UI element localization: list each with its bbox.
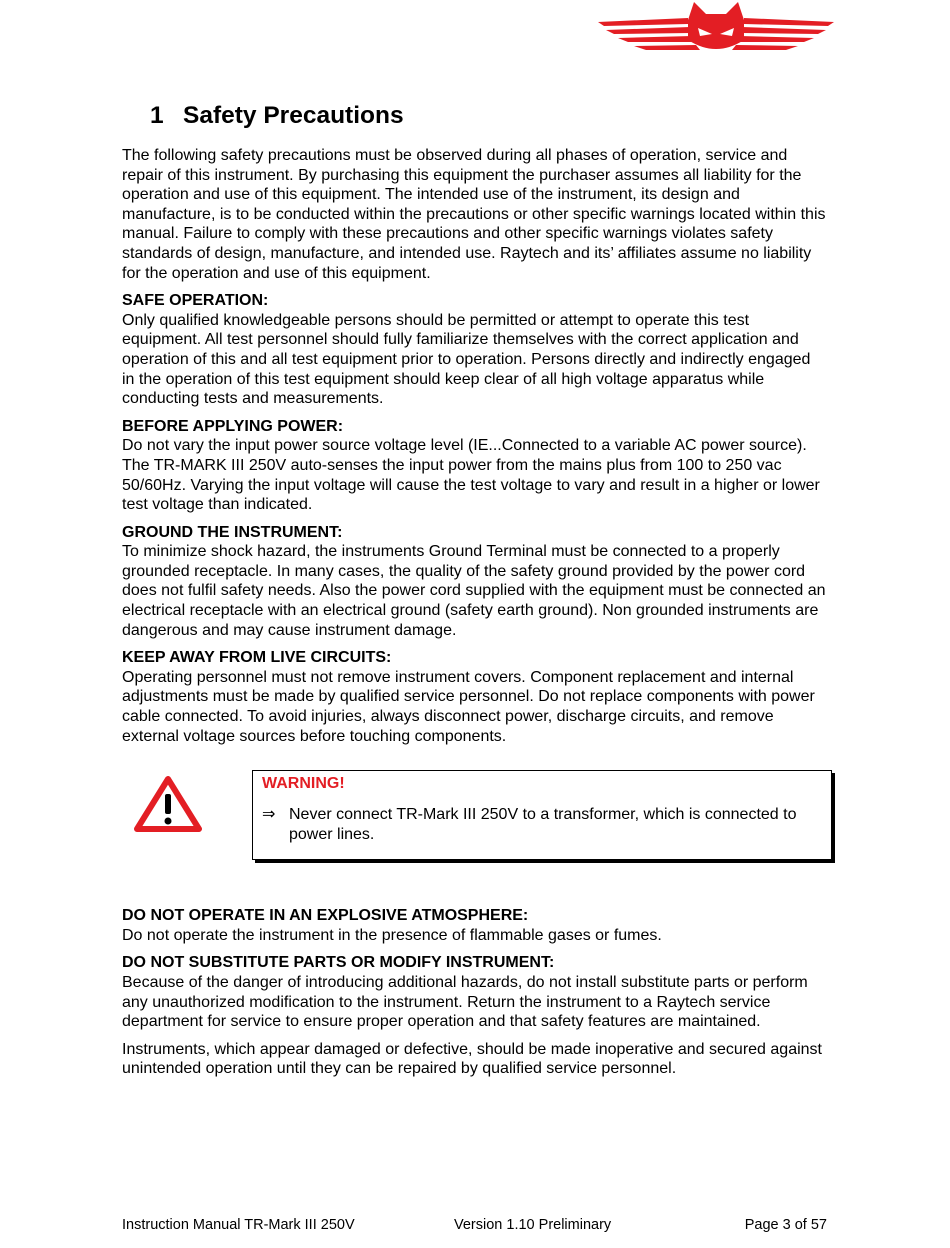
warning-box bbox=[252, 770, 832, 860]
section-number: 1 bbox=[150, 102, 164, 129]
substitute-heading: DO NOT SUBSTITUTE PARTS OR MODIFY INSTRUMENT: bbox=[122, 954, 555, 972]
warning-section bbox=[122, 770, 827, 870]
raytech-bat-logo-icon bbox=[596, 0, 836, 56]
live-circuits-heading: KEEP AWAY FROM LIVE CIRCUITS: bbox=[122, 649, 392, 667]
closing-block bbox=[122, 1040, 827, 1079]
ground-block bbox=[122, 523, 827, 641]
safe-operation-block bbox=[122, 291, 827, 409]
page-footer bbox=[122, 1215, 827, 1235]
footer-manual-title: Instruction Manual TR-Mark III 250V bbox=[122, 1217, 355, 1233]
closing-paragraph: Instruments, which appear damaged or defective, should be made inoperative and secured against unintended operation until they can be repaired by qualified service personnel. bbox=[122, 1040, 822, 1078]
intro-paragraph: The following safety precautions must be observed during all phases of operation, service and repair of this instrument. By purchasing this equipment the purchaser assumes all liability for the operation and use of this equipment. The intended use of the instrument, its design and manufacture, is to be conducted within the precautions or other specific warnings located within this manual. Failure to comply with these precautions and other specific warnings violates safety standards of design, manufacture, and intended use. Raytech and its’ affiliates assume no liability for the operation and use of this equipment. bbox=[122, 147, 826, 282]
footer-version: Version 1.10 Preliminary bbox=[454, 1217, 612, 1233]
explosive-heading: DO NOT OPERATE IN AN EXPLOSIVE ATMOSPHERE: bbox=[122, 907, 529, 925]
section-heading bbox=[150, 98, 827, 134]
warning-text: Never connect TR-Mark III 250V to a transformer, which is connected to power lines. bbox=[289, 806, 797, 844]
page-content bbox=[122, 98, 827, 1087]
live-circuits-text: Operating personnel must not remove instrument covers. Component replacement and internal adjustments must be made by qualified service personnel. Do not replace components with power cable connected. To avoid injuries, always disconnect power, discharge circuits, and remove external voltage sources before touching components. bbox=[122, 668, 815, 745]
section-title: Safety Precautions bbox=[183, 102, 404, 129]
intro-block bbox=[122, 146, 827, 283]
warning-title: WARNING! bbox=[262, 775, 345, 793]
footer-page-number: Page 3 of 57 bbox=[744, 1217, 827, 1233]
ground-heading: GROUND THE INSTRUMENT: bbox=[122, 523, 343, 541]
explosive-block bbox=[122, 906, 827, 945]
explosive-text: Do not operate the instrument in the presence of flammable gases or fumes. bbox=[122, 926, 662, 944]
ground-text: To minimize shock hazard, the instruments Ground Terminal must be connected to a properly grounded receptacle. In many cases, the quality of the safety ground provided by the power cord does not fulfil safety needs. Also the power cord supplied with the equipment must be connected an electrical receptacle with an electrical ground (safety earth ground). Non grounded instruments are dangerous and may cause instrument damage. bbox=[122, 543, 826, 639]
substitute-block bbox=[122, 953, 827, 1031]
safe-operation-text: Only qualified knowledgeable persons should be permitted or attempt to operate this test equipment. All test personnel should fully familiarize themselves with the correct application and operation of this and all test equipment prior to operation. Persons directly and indirectly engaged in the operation of this test equipment should keep clear of all high voltage apparatus while conducting tests and measurements. bbox=[122, 311, 811, 408]
live-circuits-block bbox=[122, 648, 827, 746]
before-power-block bbox=[122, 417, 827, 515]
safe-operation-heading: SAFE OPERATION: bbox=[122, 292, 269, 310]
arrow-bullet-icon: ⇒ bbox=[262, 806, 276, 824]
before-power-heading: BEFORE APPLYING POWER: bbox=[122, 417, 344, 435]
substitute-text: Because of the danger of introducing additional hazards, do not install substitute parts or perform any unauthorized modification to the instrument. Return the instrument to a Raytech service department for service to ensure proper operation and that safety features are maintained. bbox=[122, 974, 808, 1031]
before-power-text: Do not vary the input power source voltage level (IE...Connected to a variable AC power source). The TR-MARK III 250V auto-senses the input power from the mains plus from 100 to 250 vac 50/60Hz. Varying the input voltage will cause the test voltage to vary and result in a higher or lower test voltage than indicated. bbox=[122, 437, 820, 514]
warning-triangle-icon bbox=[134, 776, 202, 832]
